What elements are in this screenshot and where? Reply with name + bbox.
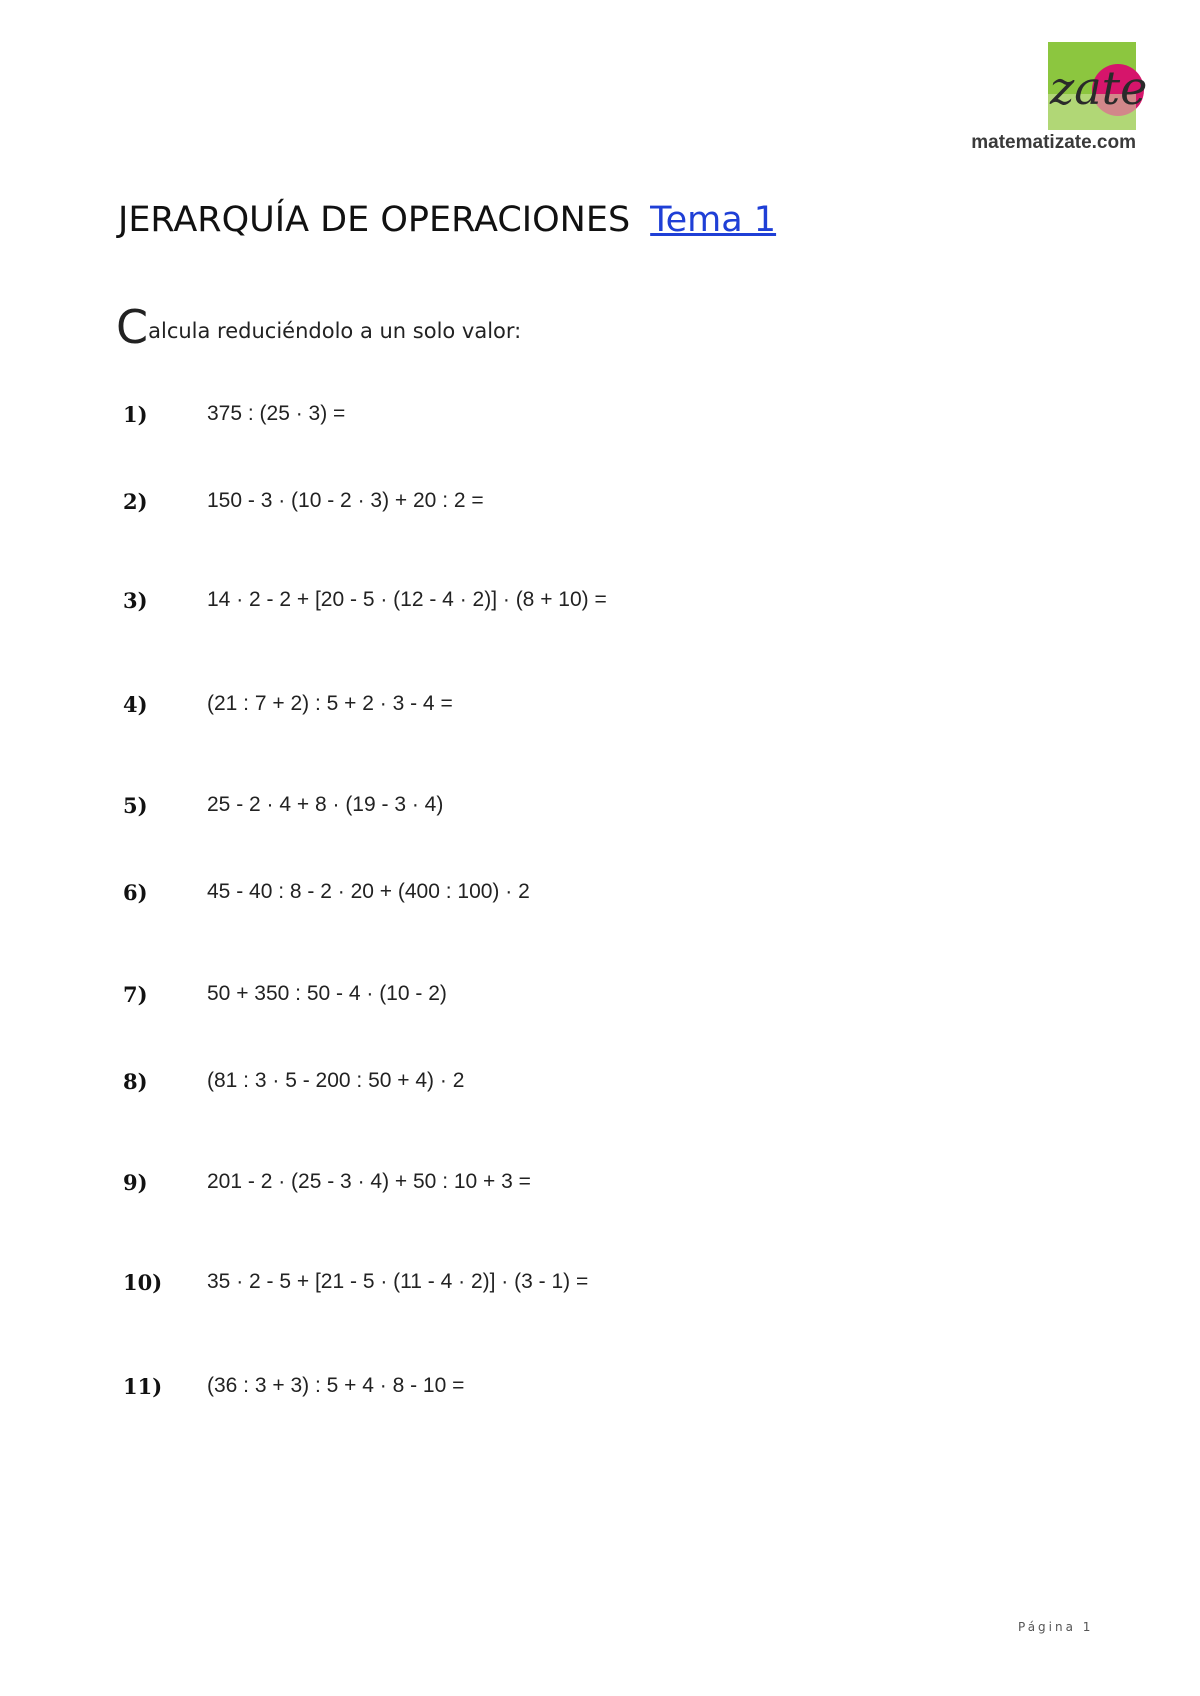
instruction-text: alcula reduciéndolo a un solo valor: xyxy=(148,319,522,343)
exercise-number: 5) xyxy=(123,793,148,818)
exercise-number: 4) xyxy=(123,692,148,717)
exercise-number: 11) xyxy=(123,1374,163,1399)
exercise-expression: (81 : 3 · 5 - 200 : 50 + 4) · 2 xyxy=(207,1069,465,1092)
exercise-number: 2) xyxy=(123,489,148,514)
exercise-number: 3) xyxy=(123,588,148,613)
exercise-expression: 375 : (25 · 3) = xyxy=(207,402,346,425)
exercise-number: 9) xyxy=(123,1170,148,1195)
instruction xyxy=(116,300,521,354)
exercise-expression: 201 - 2 · (25 - 3 · 4) + 50 : 10 + 3 = xyxy=(207,1170,531,1193)
svg-text:zate: zate xyxy=(1050,61,1148,115)
exercise-expression: 25 - 2 · 4 + 8 · (19 - 3 · 4) xyxy=(207,793,444,816)
exercise-expression: (21 : 7 + 2) : 5 + 2 · 3 - 4 = xyxy=(207,692,453,715)
exercise-expression: 50 + 350 : 50 - 4 · (10 - 2) xyxy=(207,982,447,1005)
exercise-expression: 14 · 2 - 2 + [20 - 5 · (12 - 4 · 2)] · (8 + 10) = xyxy=(207,588,607,611)
tema-link[interactable]: Tema 1 xyxy=(650,200,777,240)
exercise-number: 1) xyxy=(123,402,148,427)
title-text: JERARQUÍA DE OPERACIONES xyxy=(118,200,631,240)
site-url[interactable]: matematizate.com xyxy=(971,132,1136,153)
page-title xyxy=(118,200,776,240)
zate-logo xyxy=(1048,42,1148,130)
exercise-number: 7) xyxy=(123,982,148,1007)
page-footer: Página 1 xyxy=(1018,1620,1094,1634)
exercise-number: 6) xyxy=(123,880,148,905)
exercise-expression: 35 · 2 - 5 + [21 - 5 · (11 - 4 · 2)] · (3 - 1) = xyxy=(207,1270,589,1293)
exercise-expression: 150 - 3 · (10 - 2 · 3) + 20 : 2 = xyxy=(207,489,484,512)
exercise-number: 8) xyxy=(123,1069,148,1094)
instruction-initial: C xyxy=(116,300,149,354)
exercise-expression: 45 - 40 : 8 - 2 · 20 + (400 : 100) · 2 xyxy=(207,880,530,903)
exercise-expression: (36 : 3 + 3) : 5 + 4 · 8 - 10 = xyxy=(207,1374,465,1397)
exercise-number: 10) xyxy=(123,1270,163,1295)
